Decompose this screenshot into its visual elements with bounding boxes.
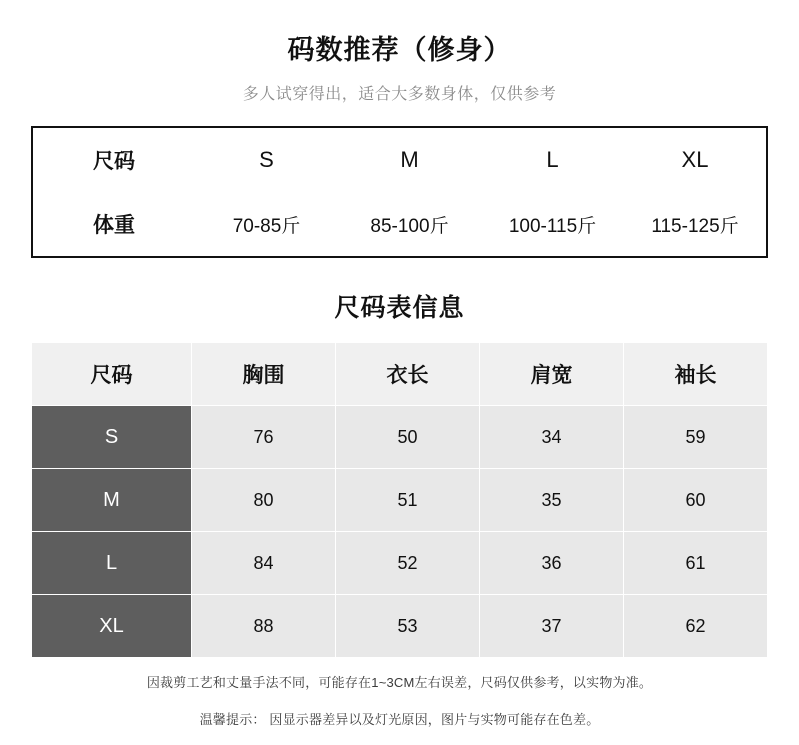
size-chart-l-sleeve: 61 — [624, 532, 768, 595]
recommendation-row-label-size: 尺码 — [93, 150, 135, 173]
measurement-note: 因裁剪工艺和丈量手法不同，可能存在1~3CM左右误差，尺码仅供参考，以实物为准。 — [146, 675, 653, 690]
size-chart-header-length: 衣长 — [336, 343, 480, 406]
recommendation-size-s: S — [259, 147, 274, 172]
size-chart-l-bust: 84 — [192, 532, 336, 595]
size-chart-s-bust: 76 — [192, 406, 336, 469]
table-row — [32, 469, 768, 532]
size-chart-header-bust: 胸围 — [192, 343, 336, 406]
size-chart-xl-length: 53 — [336, 595, 480, 658]
recommendation-weight-l: 100-115斤 — [508, 215, 597, 237]
size-chart-l-length: 52 — [336, 532, 480, 595]
recommendation-row-label-weight: 体重 — [93, 214, 135, 237]
size-chart-header-shoulder: 肩宽 — [480, 343, 624, 406]
recommendation-size-m: M — [400, 147, 419, 172]
size-chart-m-length: 51 — [336, 469, 480, 532]
table-row — [32, 532, 768, 595]
size-chart-row-size-s: S — [32, 406, 192, 469]
recommendation-weight-m: 85-100斤 — [370, 215, 449, 237]
size-chart-s-sleeve: 59 — [624, 406, 768, 469]
size-chart-title: 尺码表信息 — [334, 294, 465, 322]
size-chart-row-size-m: M — [32, 469, 192, 532]
recommendation-title: 码数推荐（修身） — [287, 35, 512, 65]
size-chart-m-bust: 80 — [192, 469, 336, 532]
table-header-row — [32, 343, 768, 406]
size-chart-s-length: 50 — [336, 406, 480, 469]
size-chart-row-size-l: L — [32, 532, 192, 595]
recommendation-size-xl: XL — [681, 147, 709, 172]
recommendation-table — [31, 126, 768, 258]
recommendation-size-l: L — [546, 147, 559, 172]
recommendation-weight-xl: 115-125斤 — [651, 215, 739, 237]
size-chart-xl-sleeve: 62 — [624, 595, 768, 658]
table-row — [32, 595, 768, 658]
size-chart-table — [31, 342, 768, 658]
recommendation-subtitle: 多人试穿得出，适合大多数身体，仅供参考 — [242, 86, 557, 103]
recommendation-weight-s: 70-85斤 — [232, 215, 301, 237]
size-chart-xl-bust: 88 — [192, 595, 336, 658]
table-row — [32, 127, 767, 192]
color-difference-note: 温馨提示： 因显示器差异以及灯光原因，图片与实物可能存在色差。 — [199, 712, 600, 727]
size-chart-l-shoulder: 36 — [480, 532, 624, 595]
size-chart-row-size-xl: XL — [32, 595, 192, 658]
table-row — [32, 192, 767, 257]
size-chart-header-size: 尺码 — [32, 343, 192, 406]
size-chart-xl-shoulder: 37 — [480, 595, 624, 658]
size-chart-m-sleeve: 60 — [624, 469, 768, 532]
size-chart-m-shoulder: 35 — [480, 469, 624, 532]
table-row — [32, 406, 768, 469]
size-chart-header-sleeve: 袖长 — [624, 343, 768, 406]
size-chart-s-shoulder: 34 — [480, 406, 624, 469]
